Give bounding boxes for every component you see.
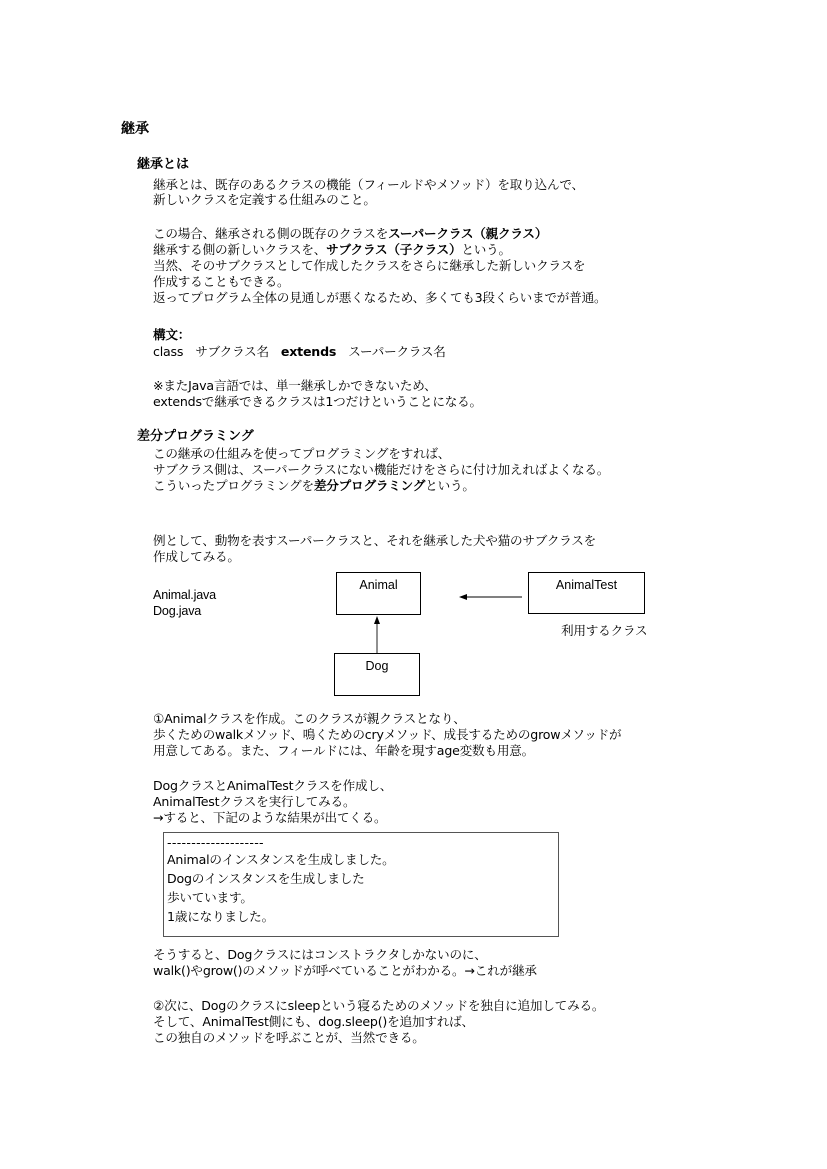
text: 継承する側の新しいクラスを、 bbox=[153, 242, 327, 257]
syntax-heading: 構文： bbox=[153, 327, 191, 342]
step1-text: 用意してある。また、フィールドには、年齢を現すage変数も用意。 bbox=[153, 743, 535, 758]
output-line: 歩いています。 bbox=[167, 890, 253, 905]
run-text: →すると、下記のような結果が出てくる。 bbox=[153, 810, 387, 825]
text: この場合、継承される側の既存のクラスを bbox=[153, 226, 389, 241]
run-text: AnimalTestクラスを実行してみる。 bbox=[153, 794, 356, 809]
syntax-superclass-name: スーパークラス名 bbox=[348, 344, 446, 359]
step1-text: ①Animalクラスを作成。このクラスが親クラスとなり、 bbox=[153, 711, 466, 726]
note-text: ※またJava言語では、単一継承しかできないため、 bbox=[153, 378, 437, 393]
syntax-keyword-class: class bbox=[153, 344, 184, 359]
page-title: 継承 bbox=[121, 121, 149, 137]
body-text: 返ってプログラム全体の見通しが悪くなるため、多くても3段くらいまでが普通。 bbox=[153, 290, 607, 305]
file-name: Dog.java bbox=[153, 604, 202, 618]
section-heading-inheritance: 継承とは bbox=[137, 157, 190, 172]
body-text: この継承の仕組みを使ってプログラミングをすれば、 bbox=[153, 446, 451, 461]
section-heading-differential-programming: 差分プログラミング bbox=[137, 429, 254, 444]
file-name: Animal.java bbox=[153, 588, 216, 602]
output-line: 1歳になりました。 bbox=[167, 909, 274, 924]
bold-term: スーパークラス（親クラス） bbox=[388, 226, 548, 241]
bold-term: サブクラス（子クラス） bbox=[326, 242, 462, 257]
class-name: Dog bbox=[365, 659, 389, 673]
output-line: Animalのインスタンスを生成しました。 bbox=[167, 852, 395, 867]
using-class-label: 利用するクラス bbox=[561, 623, 648, 638]
syntax-keyword-extends: extends bbox=[280, 344, 337, 359]
output-line: Dogのインスタンスを生成しました bbox=[167, 871, 365, 886]
body-text: サブクラス側は、スーパークラスにない機能だけをさらに付け加えればよくなる。 bbox=[153, 462, 610, 477]
bold-term: 差分プログラミング bbox=[313, 478, 426, 493]
class-name: Animal bbox=[359, 578, 398, 592]
body-text: 継承とは、既存のあるクラスの機能（フィールドやメソッド）を取り込んで、 bbox=[153, 177, 584, 192]
step1-text: 歩くためのwalkメソッド、鳴くためのcryメソッド、成長するためのgrowメソッドが bbox=[153, 727, 622, 742]
body-text: 作成することもできる。 bbox=[153, 274, 290, 289]
console-output-box bbox=[163, 832, 559, 937]
conclusion-text: そうすると、Dogクラスにはコンストラクタしかないのに、 bbox=[153, 947, 487, 962]
body-text: 当然、そのサブクラスとして作成したクラスをさらに継承した新しいクラスを bbox=[153, 258, 586, 273]
output-separator: -------------------- bbox=[167, 835, 264, 850]
uses-arrow bbox=[459, 594, 522, 600]
step2-text: ②次に、Dogのクラスにsleepという寝るためのメソッドを独自に追加してみる。 bbox=[153, 998, 605, 1013]
text: こういったプログラミングを bbox=[153, 478, 314, 493]
body-text: 新しいクラスを定義する仕組みのこと。 bbox=[153, 192, 376, 207]
class-name: AnimalTest bbox=[555, 578, 618, 592]
example-text: 例として、動物を表すスーパークラスと、それを継承した犬や猫のサブクラスを bbox=[153, 533, 597, 548]
text: という。 bbox=[425, 478, 475, 493]
conclusion-text: walk()やgrow()のメソッドが呼べていることがわかる。→これが継承 bbox=[153, 963, 537, 978]
inheritance-arrow bbox=[374, 616, 380, 653]
example-text: 作成してみる。 bbox=[153, 549, 240, 564]
step2-text: この独自のメソッドを呼ぶことが、当然できる。 bbox=[153, 1030, 425, 1045]
syntax-subclass-name: サブクラス名 bbox=[195, 344, 269, 359]
step2-text: そして、AnimalTest側にも、dog.sleep()を追加すれば、 bbox=[153, 1014, 474, 1029]
run-text: DogクラスとAnimalTestクラスを作成し、 bbox=[153, 778, 393, 793]
text: という。 bbox=[461, 242, 511, 257]
note-text: extendsで継承できるクラスは1つだけということになる。 bbox=[153, 394, 482, 409]
